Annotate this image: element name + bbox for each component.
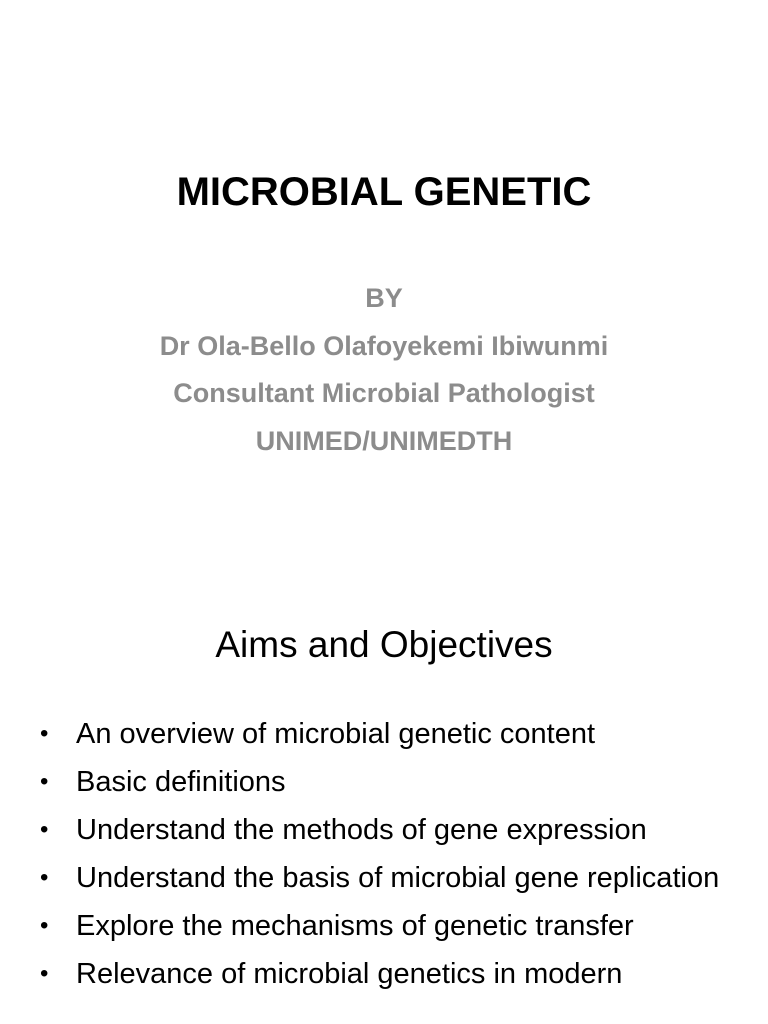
bullet-icon: • <box>40 960 49 987</box>
bullet-icon: • <box>40 720 49 747</box>
subtitle-by: BY <box>365 283 403 313</box>
aims-slide <box>0 576 768 1024</box>
author-institution: UNIMED/UNIMEDTH <box>255 425 513 456</box>
bullet-icon: • <box>40 768 49 795</box>
author-role: Consultant Microbial Pathologist <box>173 378 595 408</box>
list-item <box>40 858 748 898</box>
list-item <box>40 762 748 802</box>
bullet-icon: • <box>40 864 49 891</box>
objectives-list <box>40 714 748 1002</box>
slide-title: MICROBIAL GENETIC <box>176 170 592 214</box>
author-block <box>0 278 768 468</box>
list-item <box>40 954 748 994</box>
bullet-icon: • <box>40 912 49 939</box>
aims-title: Aims and Objectives <box>215 624 553 665</box>
list-item-text: Understand the basis of microbial gene replication <box>76 862 720 894</box>
list-item-text: Understand the methods of gene expression <box>76 814 647 846</box>
list-item <box>40 810 748 850</box>
list-item-text: Relevance of microbial genetics in modern <box>76 958 623 990</box>
list-item <box>40 714 748 754</box>
list-item-text: Basic definitions <box>76 766 286 798</box>
list-item <box>40 906 748 946</box>
list-item-text: Explore the mechanisms of genetic transfer <box>76 910 634 942</box>
bullet-icon: • <box>40 816 49 843</box>
list-item-text: An overview of microbial genetic content <box>76 718 596 750</box>
author-name: Dr Ola-Bello Olafoyekemi Ibiwunmi <box>159 330 609 361</box>
